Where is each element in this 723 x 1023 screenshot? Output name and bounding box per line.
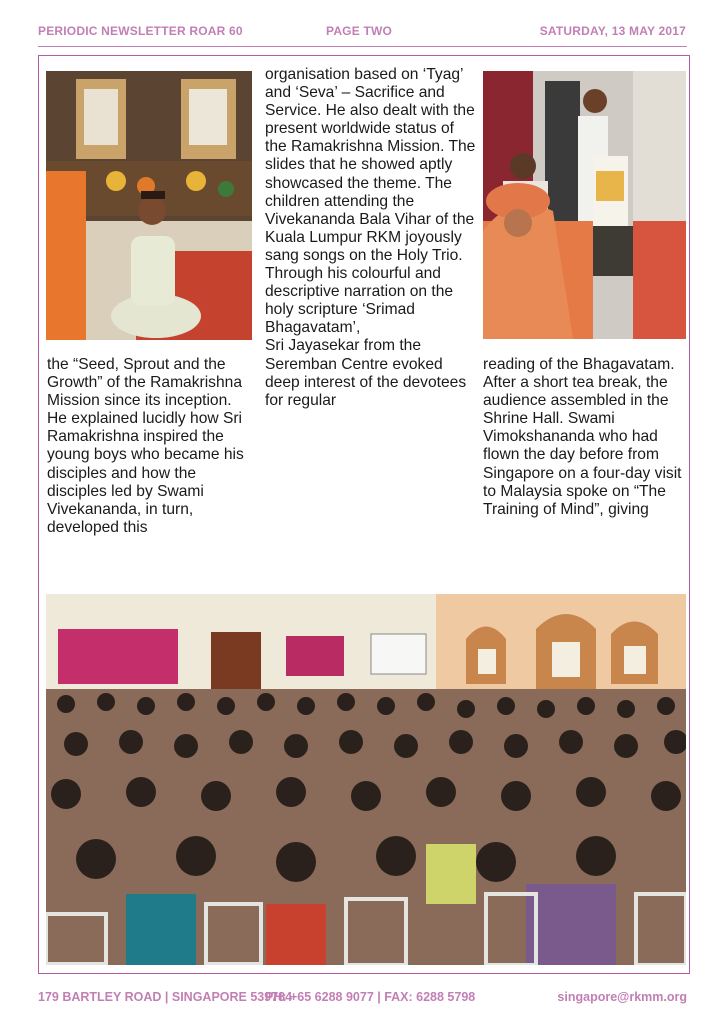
header-rule — [38, 46, 687, 47]
footer-email[interactable]: singapore@rkmm.org — [557, 990, 687, 1004]
col1-paragraph-1: the “Seed, Sprout and the Growth” of the Ramakrishna Mission since its inception. — [47, 356, 242, 410]
shrine-hall-audience-photo — [46, 594, 686, 965]
col2-paragraph-2: Through his colourful and descriptive narration on the holy scripture ‘Srimad Bhagavatam’, — [265, 265, 454, 337]
text-column-1 — [47, 356, 257, 537]
col2-paragraph-3: Sri Jayasekar from the Seremban Centre evoked deep interest of the devotees for regular — [265, 337, 467, 409]
footer-phone: PH: +65 6288 9077 | FAX: 6288 5798 — [265, 990, 476, 1004]
col1-paragraph-2: He explained lucidly how Sri Ramakrishna inspired the young boys who became his disciples and how the disciples led by Swami Vivekananda, in turn, developed this — [47, 410, 244, 536]
speaker-seated-photo — [46, 71, 252, 340]
text-column-3 — [483, 356, 688, 519]
col3-paragraph-2: After a short tea break, the audience assembled in the Shrine Hall. Swami Vimokshananda who had flown the day before from Singapore on a four-day visit to Malaysia spoke on “The Training of Mind”, giving — [483, 374, 682, 518]
speaker-podium-photo — [483, 71, 686, 339]
page-label: PAGE TWO — [326, 24, 393, 38]
text-column-2 — [265, 66, 477, 410]
newsletter-title: PERIODIC NEWSLETTER ROAR 60 — [38, 24, 243, 38]
col2-paragraph-1: organisation based on ‘Tyag’ and ‘Seva’ – Sacrifice and Service. He also dealt with the present worldwide status of the Ramakrishna Mission. The slides that he showed aptly showcased the theme. The children attending the Vivekananda Bala Vihar of the Kuala Lumpur RKM joyously sang songs on the Holy Trio. — [265, 66, 476, 264]
footer-address: 179 BARTLEY ROAD | SINGAPORE 539784 — [38, 990, 293, 1004]
col3-paragraph-1: reading of the Bhagavatam. — [483, 356, 675, 373]
issue-date: SATURDAY, 13 MAY 2017 — [539, 24, 686, 38]
